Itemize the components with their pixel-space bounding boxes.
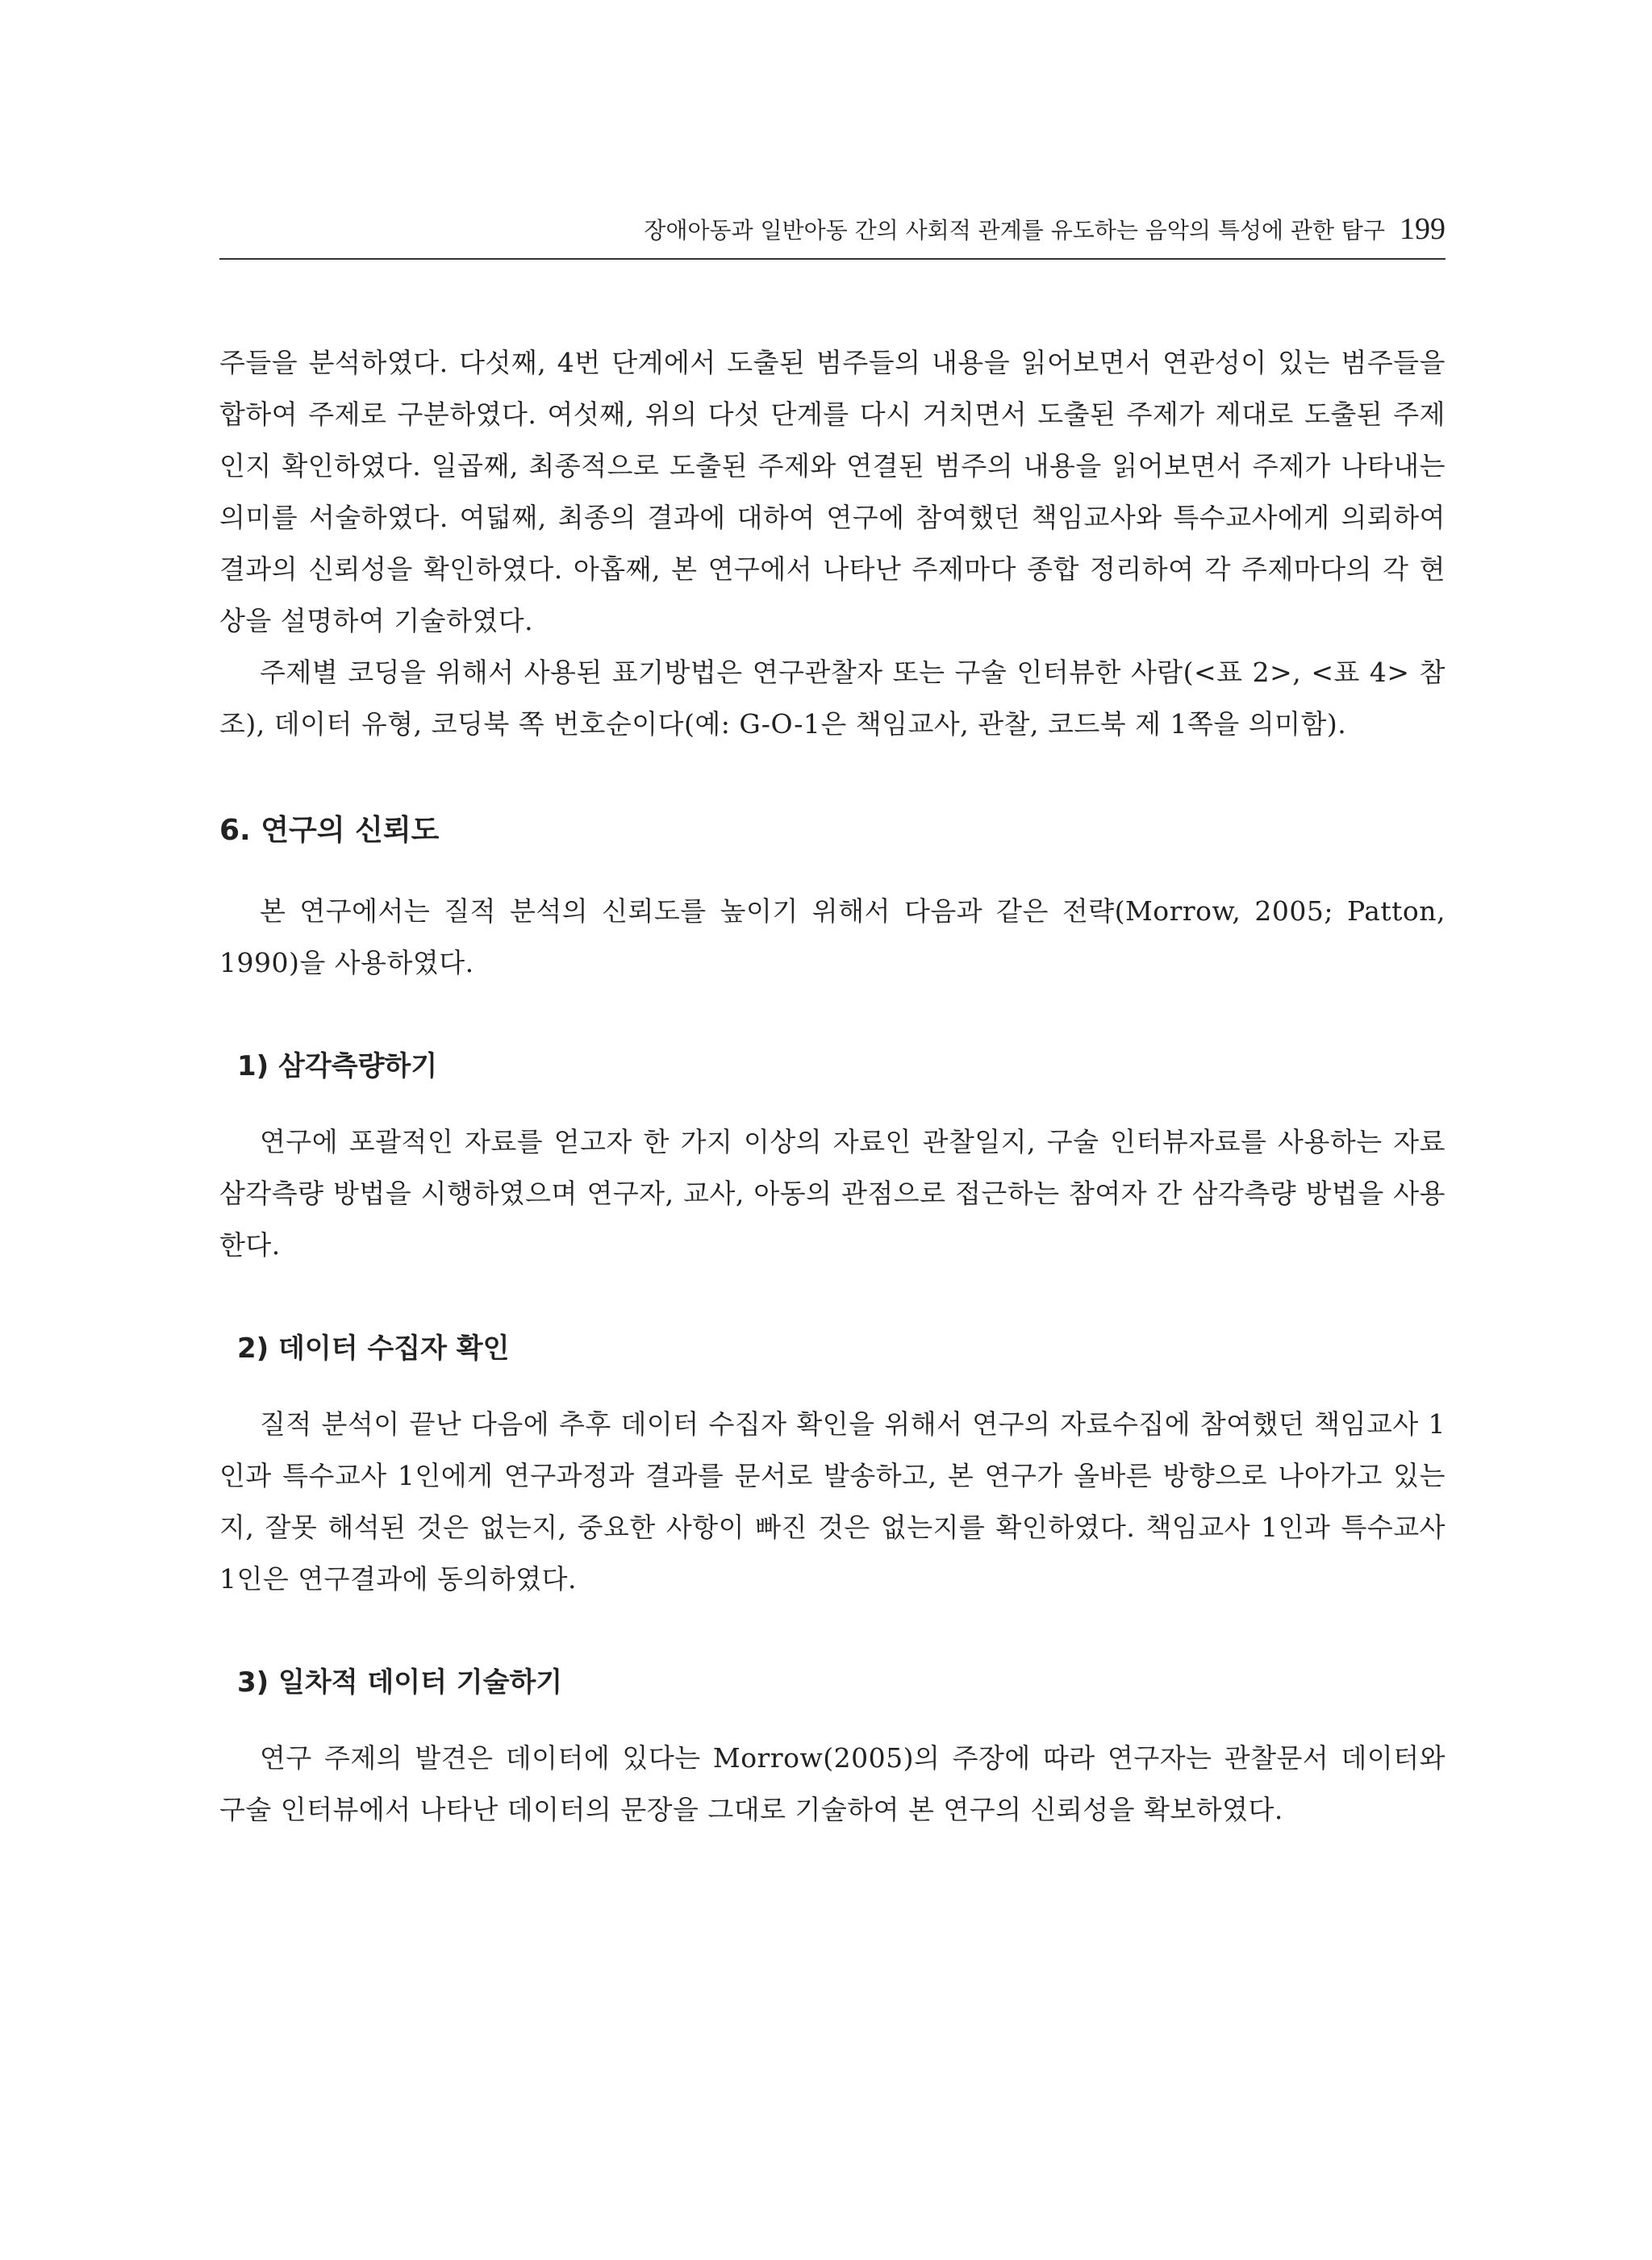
running-header: [219, 211, 1446, 260]
body-content: [219, 337, 1446, 1836]
paragraph-reliability: 본 연구에서는 질적 분석의 신뢰도를 높이기 위해서 다음과 같은 전략(Morrow, 2005; Patton, 1990)을 사용하였다.: [219, 895, 1446, 978]
paragraph-member-check: 질적 분석이 끝난 다음에 추후 데이터 수집자 확인을 위해서 연구의 자료수집에 참여했던 책임교사 1인과 특수교사 1인에게 연구과정과 결과를 문서로 발송하고, 본 연구가 올바른 방향으로 나아가고 있는지, 잘못 해석된 것은 없는지, 중요한 사항이 빠진 것은 없는지를 확인하였다. 책임교사 1인과 특수교사 1인은 연구결과에 동의하였다.: [219, 1408, 1446, 1595]
subsection-heading-primary-data: 3) 일차적 데이터 기술하기: [237, 1666, 563, 1699]
section-heading-reliability: 6. 연구의 신뢰도: [219, 814, 440, 847]
paragraph-continued: 주들을 분석하였다. 다섯째, 4번 단계에서 도출된 범주들의 내용을 읽어보면서 연관성이 있는 범주들을 합하여 주제로 구분하였다. 여섯째, 위의 다섯 단계를 다시 거치면서 도출된 주제가 제대로 도출된 주제인지 확인하였다. 일곱째, 최종적으로 도출된 주제와 연결된 범주의 내용을 읽어보면서 주제가 나타내는 의미를 서술하였다. 여덟째, 최종의 결과에 대하여 연구에 참여했던 책임교사와 특수교사에게 의뢰하여 결과의 신뢰성을 확인하였다. 아홉째, 본 연구에서 나타난 주제마다 종합 정리하여 각 주제마다의 각 현상을 설명하여 기술하였다.: [219, 347, 1446, 636]
paragraph-primary-data: 연구 주제의 발견은 데이터에 있다는 Morrow(2005)의 주장에 따라 연구자는 관찰문서 데이터와 구술 인터뷰에서 나타난 데이터의 문장을 그대로 기술하여 본 연구의 신뢰성을 확보하였다.: [219, 1742, 1446, 1825]
page-number: 199: [1400, 212, 1446, 246]
paragraph-triangulation: 연구에 포괄적인 자료를 얻고자 한 가지 이상의 자료인 관찰일지, 구술 인터뷰자료를 사용하는 자료 삼각측량 방법을 시행하였으며 연구자, 교사, 아동의 관점으로 접근하는 참여자 간 삼각측량 방법을 사용한다.: [219, 1126, 1446, 1261]
subsection-heading-member-check: 2) 데이터 수집자 확인: [237, 1332, 510, 1365]
paragraph-coding: 주제별 코딩을 위해서 사용된 표기방법은 연구관찰자 또는 구술 인터뷰한 사람(<표 2>, <표 4> 참조), 데이터 유형, 코딩북 쪽 번호순이다(예: G-O-1은 책임교사, 관찰, 코드북 제 1쪽을 의미함).: [219, 657, 1446, 740]
subsection-heading-triangulation: 1) 삼각측량하기: [237, 1050, 438, 1082]
running-title: 장애아동과 일반아동 간의 사회적 관계를 유도하는 음악의 특성에 관한 탐구: [644, 217, 1385, 244]
